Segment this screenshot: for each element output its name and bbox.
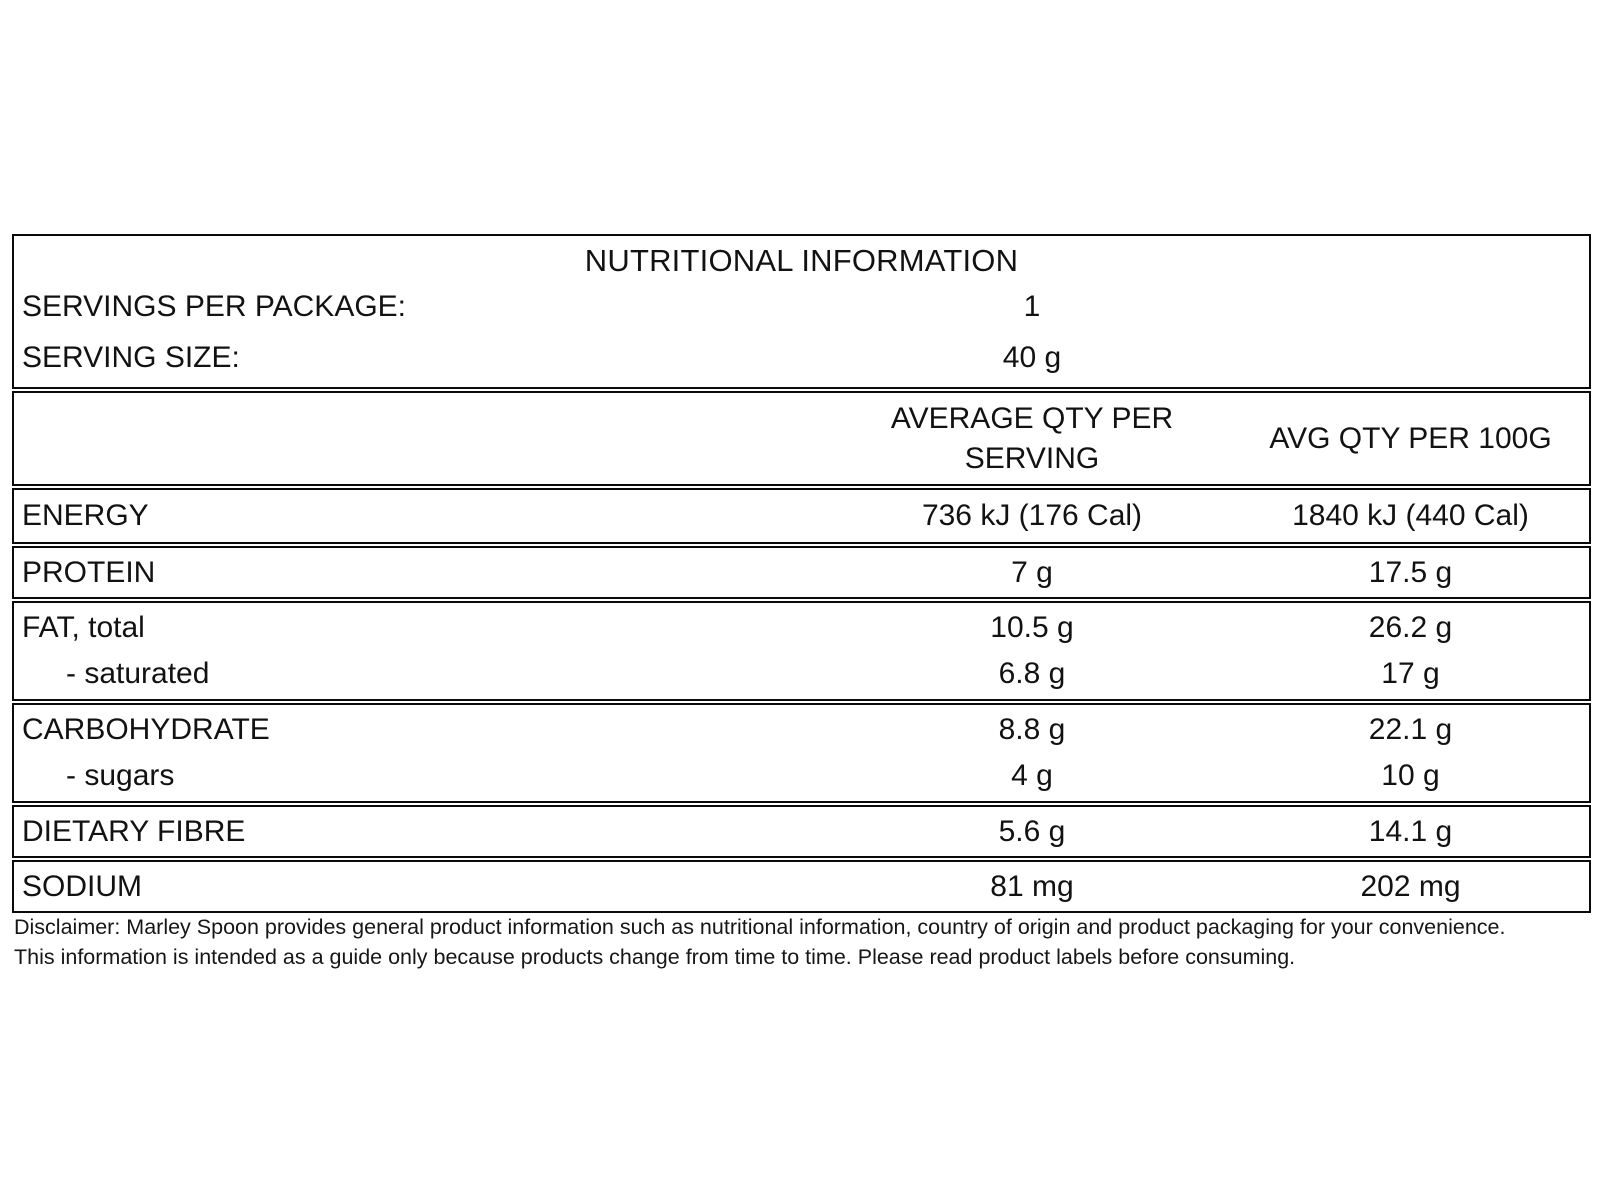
row-label: SODIUM <box>22 869 142 903</box>
meta-row-serving-size <box>14 335 1589 381</box>
row-label: DIETARY FIBRE <box>22 814 246 848</box>
table-row-energy <box>12 488 1591 544</box>
row-value-per-serving: 7 g <box>1011 555 1053 589</box>
column-header-row <box>12 391 1591 486</box>
table-row-protein <box>12 546 1591 599</box>
servings-per-package-value: 1 <box>1023 289 1041 323</box>
nutrition-table <box>12 234 1591 915</box>
row-value-per-100g: 202 mg <box>1360 869 1461 903</box>
row-value-per-serving: 81 mg <box>990 869 1074 903</box>
table-row-sodium <box>12 860 1591 913</box>
disclaimer-text <box>14 912 1580 972</box>
row-value-per-100g: 14.1 g <box>1368 814 1453 848</box>
row-label: PROTEIN <box>22 555 156 589</box>
serving-size-label: SERVING SIZE: <box>22 340 240 374</box>
row-value-per-100g: 10 g <box>1381 759 1440 792</box>
row-value-per-serving: 736 kJ (176 Cal) <box>921 499 1143 532</box>
table-title: NUTRITIONAL INFORMATION <box>584 242 1019 278</box>
row-label: CARBOHYDRATE <box>22 713 270 746</box>
servings-per-package-label: SERVINGS PER PACKAGE: <box>22 289 407 323</box>
column-header-per-100g: AVG QTY PER 100G <box>1269 421 1552 455</box>
table-row-carbohydrate <box>12 703 1591 803</box>
row-value-per-serving: 10.5 g <box>990 611 1074 644</box>
table-row-dietary-fibre <box>12 805 1591 858</box>
serving-size-value: 40 g <box>1002 340 1062 374</box>
row-sublabel-sugars: - sugars <box>66 759 175 792</box>
row-value-per-100g: 17 g <box>1381 657 1440 690</box>
row-value-per-100g: 26.2 g <box>1368 611 1453 644</box>
row-label: ENERGY <box>22 499 149 532</box>
row-value-per-serving: 6.8 g <box>998 657 1066 690</box>
meta-row-servings <box>14 284 1589 330</box>
disclaimer-line-1: Disclaimer: Marley Spoon provides general product information such as nutritional information, country of origin and product packaging for your convenience. <box>14 915 1506 939</box>
row-value-per-serving: 5.6 g <box>998 814 1066 848</box>
row-value-per-serving: 8.8 g <box>998 713 1066 746</box>
row-sublabel-saturated: - saturated <box>66 657 210 690</box>
disclaimer-line-2: This information is intended as a guide only because products change from time to time. Please read product labels before consuming. <box>14 945 1296 969</box>
row-value-per-100g: 22.1 g <box>1368 713 1453 746</box>
table-meta-section <box>12 234 1591 389</box>
table-row-fat <box>12 601 1591 701</box>
row-value-per-100g: 17.5 g <box>1368 555 1453 589</box>
row-value-per-serving: 4 g <box>1011 759 1053 792</box>
row-label: FAT, total <box>22 611 145 644</box>
row-value-per-100g: 1840 kJ (440 Cal) <box>1292 499 1529 532</box>
column-header-per-serving: AVERAGE QTY PER SERVING <box>890 401 1174 475</box>
